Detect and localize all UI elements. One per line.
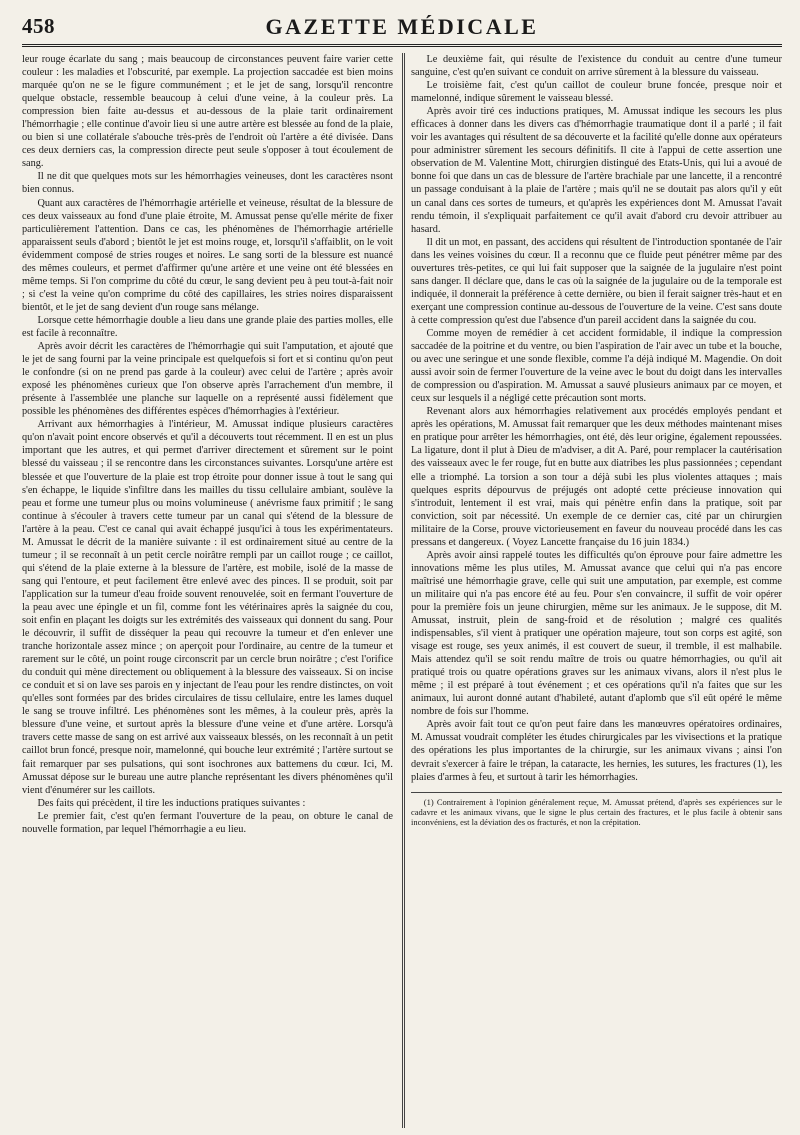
paragraph: Après avoir fait tout ce qu'on peut faire dans les manœuvres opératoires ordinaires, M. Amussat voudrait compléter les études chirurgicales par les vivisections et la pratique des opérations les plus importantes de la chirurgie, sur les animaux vivans ; ainsi l'on devrait s'exercer à faire le trépan, la cataracte, les hernies, les sutures, les fractures (1), les plaies d'armes à feu, et surtout à tarir les hémorrhagies. [411,719,782,783]
running-title: GAZETTE MÉDICALE [265,14,539,39]
footnote-block [411,792,782,828]
paragraph: Arrivant aux hémorrhagies à l'intérieur, M. Amussat indique plusieurs caractères qu'on n'avait point encore observés et qu'il a découverts tout récemment. Il en est un plus important que les autres, et qui permet d'arriver directement et sûrement sur le point blessé du vaisseau ; il se rencontre dans les circonstances suivantes. Lorsqu'une artère est blessée et que l'ouverture de la plaie est trop étroite pour donner issue à tout le sang qui s'en échappe, le liquide s'infiltre dans les mailles du tissu cellulaire ambiant, soulève la peau et forme une tumeur plus ou moins volumineuse ( anévrisme faux primitif ; le sang continue à s'écouler à travers cette tumeur par un canal qui s'étend de la blessure de l'artère à la peau. C'est ce canal qui avait échappé jusqu'ici à tous les expérimentateurs. M. Amussat le décrit de la manière suivante : il est ordinairement situé au centre de la tumeur ; il se reconnaît à un petit cercle noirâtre rempli par un caillot rouge ; ce caillot, qui s'étend de la plaie externe à la blessure de l'artère, est mobile, isolé de la masse de sang qui l'entoure, et peut facilement être enlevé avec des pinces. Il se produit, soit par l'application sur la tumeur d'eau froide souvent renouvelée, soit en fermant l'ouverture de la peau avec une épingle et un fil, comme font les vétérinaires après la saignée du cou, soit enfin en plaçant les doigts sur les extrémités des vaisseaux qui donnent du sang. Pour le découvrir, il suffit de disséquer la peau qui recouvre la tumeur et d'en enlever une tranche horizontale assez mince ; on aperçoit pour l'ordinaire, au centre de la tumeur et rarement sur le côté, un point rouge circonscrit par un cercle brun noirâtre ; c'est l'orifice du conduit qui mène directement ou obliquement à la blessure des vaisseaux. Si on incise ce conduit et si on lave ses parois en y injectant de l'eau pour les rendre distinctes, on voit qu'elles sont formées par des brides circulaires de tissu cellulaire, entre les lames duquel le sang se trouve infiltré. Les phénomènes sont les mêmes, à la couleur près, après la blessure d'une veine, et surtout après la blessure d'une veine et d'une artère. Lorsqu'à travers cette masse de sang on est arrivé aux vaisseaux blessés, on les reconnaît à un petit caillot brun foncé, presque noir, mamelonné, qui bouche leur extrémité ; l'artère surtout se fait remarquer par ses pulsations, qui sont isochrones aux battemens du cœur. Ici, M. Amussat dépose sur le bureau une autre planche représentant les divers phénomènes qu'il vient d'énumérer sur les caillots. [22,419,393,796]
paragraph: Le deuxième fait, qui résulte de l'existence du conduit au centre d'une tumeur sanguine, c'est qu'en suivant ce conduit on arrive sûrement à la blessure du vaisseau. [411,54,782,79]
two-column-body [22,53,782,836]
footnote: (1) Contrairement à l'opinion généralement reçue, M. Amussat prétend, d'après ses expériences sur le cadavre et les animaux vivans, que le signe le plus certain des fractures, et le plus facile à obtenir sans inconvéniens, est la déviation des os fracturés, et non la crépitation. [411,796,782,828]
paragraph: Après avoir ainsi rappelé toutes les difficultés qu'on éprouve pour faire admettre les innovations même les plus utiles, M. Amussat avance que celui qui n'a pas encore maîtrisé une hémorrhagie grave, celle qui suit une amputation, par exemple, est comme un militaire qui n'a pas encore été au feu. Pour s'en convaincre, il suffit de voir opérer pour la première fois un jeune chirurgien, même sur les animaux. Je le suppose, dit M. Amussat, instruit, plein de sang-froid et de résolution ; malgré ces qualités indispensables, s'il vient à pratiquer une opération majeure, tout son corps est agité, son visage est rouge, ses yeux animés, il est couvert de sueur, il tremble, il est malhabile. Mais attendez qu'il se soit rendu maître de trois ou quatre hémorrhagies, ou qu'il ait pratiqué trois ou quatre opérations graves sur les animaux vivans, alors il n'est plus le même ; il est préparé à tout événement ; et ces opérations qu'il n'a faites que sur les animaux, lui auront donné autant d'habileté, autant d'aplomb que s'il eût opéré le même nombre de fois sur l'homme. [411,549,782,718]
page-number: 458 [22,14,55,38]
paragraph: Quant aux caractères de l'hémorrhagie artérielle et veineuse, résultat de la blessure de ces deux vaisseaux au fond d'une plaie étroite, M. Amussat pense qu'elle mérite de fixer particulièrement l'attention. Dans ce cas, les phénomènes de l'hémorrhagie artérielle apparaissent seuls d'abord ; bientôt le jet est moins rouge, et, lorsqu'il s'affaiblit, on le voit évidemment composé de stries rouges et noires. Le sang sorti de la blessure est nuancé des mêmes couleurs, et permet d'affirmer qu'une artère et une veine ont été blessées en même temps. Si l'on comprime du côté du cœur, le sang devient peu à peu tout-à-fait noir ; si c'est la veine qu'on comprime du côté des capillaires, les stries noires disparaissent bientôt, et le jet de sang devient d'un rouge sans mélange. [22,197,393,313]
paragraph: Revenant alors aux hémorrhagies relativement aux procédés employés pendant et après les opérations, M. Amussat fait remarquer que les deux méthodes maintenant mises en pratique pour arrêter les hémorrhagies, ont été, dès leur origine, également repoussées. La ligature, dont il plut à Dieu de m'adviser, a dit A. Paré, pour remplacer la cautérisation des vaisseaux avec le fer rouge, fut en butte aux diatribes les plus passionnées ; cependant elle a triomphé. La torsion a son tour a déjà subi les plus violentes attaques ; mais quelques esprits dépourvus de préjugés ont adopté cette précieuse innovation qui s'introduit, lentement il est vrai, mais qui pénètre enfin dans la pratique, soit par conviction, soit par nécessité. Un exemple de ce dernier cas, cité par un chirurgien militaire de la Corse, prouve victorieusement en faveur du nouveau procédé dans les cas pressans et dangereux. ( Voyez Lancette française du 16 juin 1834.) [411,406,782,548]
paragraph: Le troisième fait, c'est qu'un caillot de couleur brune foncée, presque noir et mamelonné, indique sûrement le vaisseau blessé. [411,80,782,105]
paragraph: Le premier fait, c'est qu'en fermant l'ouverture de la peau, on obture le canal de nouvelle formation, par lequel l'hémorrhagie a eu lieu. [22,810,393,835]
paragraph: Après avoir tiré ces inductions pratiques, M. Amussat indique les secours les plus efficaces à donner dans les divers cas d'hémorrhagie traumatique dont il a parlé ; il fait voir les avantages qui résultent de sa découverte et la facilité qu'elle donne aux opérateurs pour administrer sûrement les secours définitifs. Il cite à l'appui de cette assertion une observation de M. Valentine Mott, chirurgien distingué des Etats-Unis, qui lui a avoué de bonne foi que dans un cas de blessure de l'artère brachiale par une lancette, il a rencontré un passage conduisant à la plaie de l'artère ; mais qu'il ne se doutait pas alors qu'il y eût un canal dans ces sortes de tumeurs, et qu'après les expériences dont M. Amussat l'avait rendu témoin, il s'expliquait parfaitement ce qu'il avait d'abord cru devoir attribuer au hasard. [411,106,782,235]
paragraph: Comme moyen de remédier à cet accident formidable, il indique la compression saccadée de la poitrine et du ventre, ou bien l'aspiration de l'air avec un tube et la bouche, ou avec une seringue et une sonde flexible, comme l'a déjà indiqué M. Magendie. On doit aussi avoir soin de fermer l'ouverture de la veine avec le bout du doigt dans les intervalles de compression ou d'aspiration. M. Amussat a sauvé plusieurs animaux par ce moyen, et ceux sur lesquels il a négligé cette précaution sont morts. [411,327,782,405]
paragraph: Après avoir décrit les caractères de l'hémorrhagie qui suit l'amputation, et ajouté que le jet de sang fourni par la veine principale est quelquefois si fort et si continu qu'on peut le confondre (si on ne prend pas garde à la couleur) avec celui de l'artère ; après avoir exposé les phénomènes curieux que l'on observe après l'arrachement d'un membre, il présente à l'assemblée une planche sur laquelle on a représenté aussi fidèlement que possible les phénomènes des différentes espèces d'hémorrhagies à l'extérieur. [22,341,393,418]
paragraph: Il dit un mot, en passant, des accidens qui résultent de l'introduction spontanée de l'air dans les veines voisines du cœur. Il a reconnu que ce fluide peut pénétrer même par des ouvertures très-petites, ce qui lui fait supposer que la saignée de la jugulaire n'est point sans danger. Il déclare que, dans le cas où la saignée de la jugulaire ou de la temporale est indiquée, il donnerait la préférence à cette dernière, ou bien il ferait saigner très-haut et en exerçant une compression continue au-dessous de l'ouverture de la veine. C'est sans doute à cette compression qu'est due l'absence d'un pareil accident dans la saignée du cou. [411,236,782,326]
right-column [411,53,782,836]
paragraph: leur rouge écarlate du sang ; mais beaucoup de circonstances peuvent faire varier cette couleur : les maladies et l'obscurité, par exemple. La projection saccadée est bien moins marquée qu'on ne se le figure communément ; et le jet de sang, lorsqu'il rencontre quelque obstacle, ressemble beaucoup à celui d'une veine, à la couleur près. La compression bien faite au-dessus et au-dessous de la plaie tarit ordinairement l'hémorrhagie ; elle continue d'avoir lieu si une autre artère est blessée au fond de la plaie, ou bien si une collatérale s'abouche très-près de l'endroit où l'artère a été divisée. Dans ces deux derniers cas, la compression directe peut seule s'opposer à tout écoulement de sang. [22,54,393,170]
left-column [22,53,393,836]
page-header [22,14,782,47]
paragraph: Il ne dit que quelques mots sur les hémorrhagies veineuses, dont les caractères nsont bien connus. [22,171,393,196]
paragraph: Lorsque cette hémorrhagie double a lieu dans une grande plaie des parties molles, elle est facile à reconnaître. [22,314,393,339]
paragraph: Des faits qui précèdent, il tire les inductions pratiques suivantes : [37,797,306,809]
